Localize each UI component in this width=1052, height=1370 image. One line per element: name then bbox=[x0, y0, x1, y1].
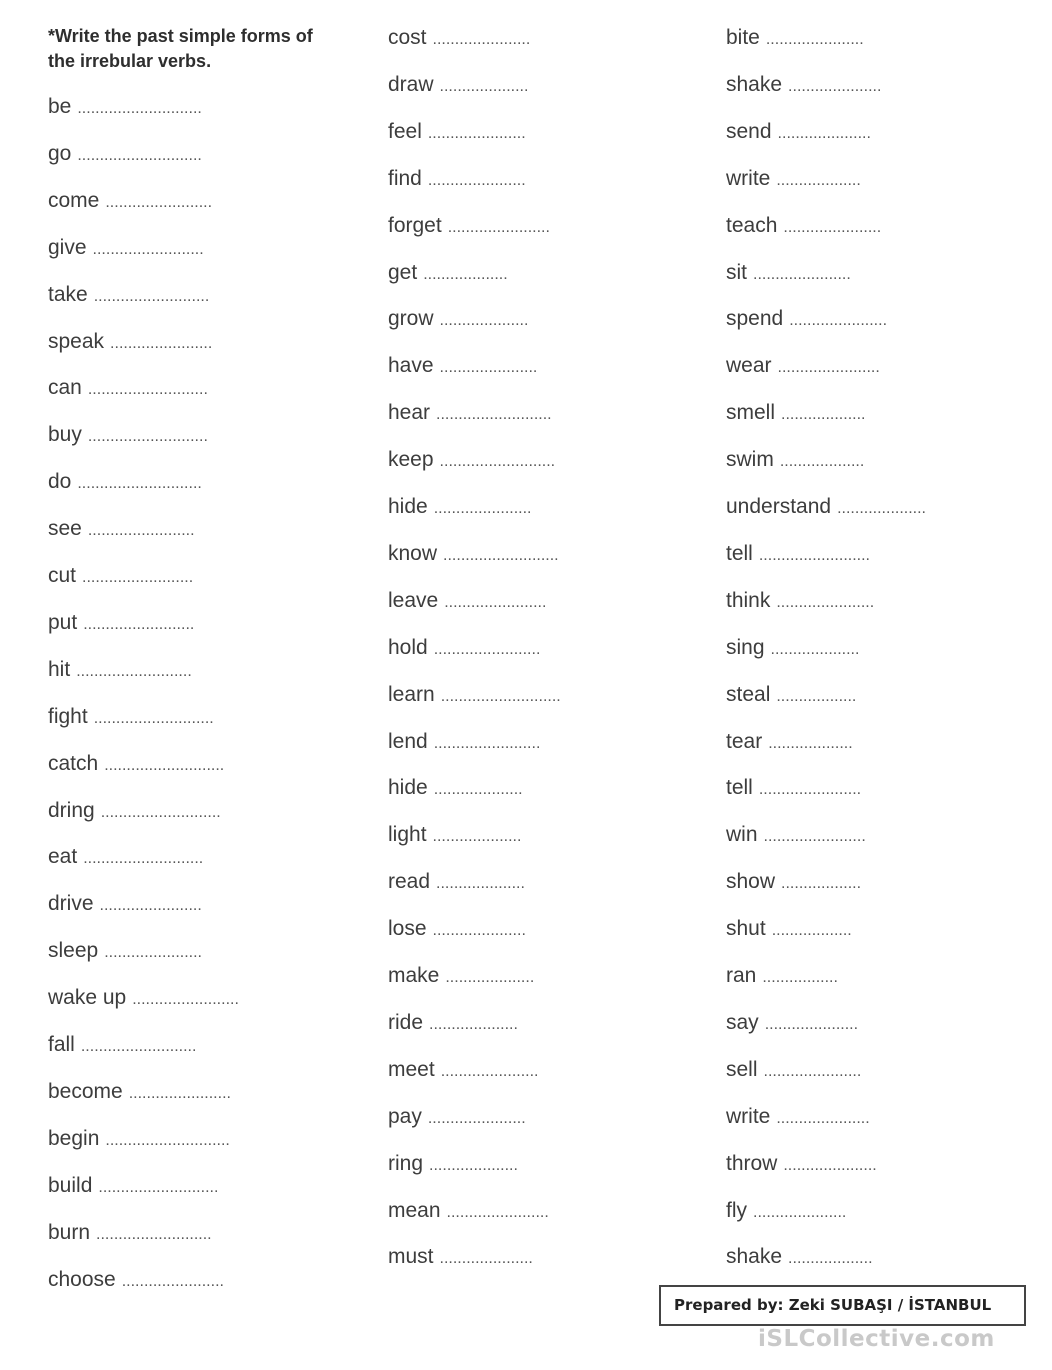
verb-label: mean bbox=[388, 1198, 441, 1222]
verb-item bbox=[388, 213, 550, 241]
verb-label: go bbox=[48, 141, 72, 165]
verb-item bbox=[48, 610, 194, 638]
verb-item bbox=[726, 447, 864, 475]
answer-blank[interactable]: ....................... bbox=[446, 1203, 549, 1221]
answer-blank[interactable]: ............................ bbox=[105, 1131, 230, 1149]
credit-box bbox=[659, 1285, 1026, 1326]
verb-item bbox=[48, 422, 208, 450]
verb-item bbox=[48, 1126, 230, 1154]
verb-label: pay bbox=[388, 1104, 422, 1128]
verb-label: swim bbox=[726, 448, 774, 472]
answer-blank[interactable]: ..................... bbox=[783, 1156, 877, 1174]
verb-label: must bbox=[388, 1245, 434, 1269]
verb-label: leave bbox=[388, 588, 439, 612]
verb-label: cut bbox=[48, 564, 77, 587]
answer-blank[interactable]: .................... bbox=[439, 77, 529, 95]
answer-blank[interactable]: ...................... bbox=[763, 1062, 862, 1080]
answer-blank[interactable]: ...................... bbox=[765, 31, 864, 48]
verb-item bbox=[48, 188, 212, 216]
answer-blank[interactable]: .......................... bbox=[80, 1038, 197, 1055]
verb-item bbox=[726, 588, 874, 616]
answer-blank[interactable]: .......................... bbox=[439, 453, 556, 471]
answer-blank[interactable]: ...................... bbox=[439, 359, 538, 377]
verb-label: light bbox=[388, 823, 427, 847]
verb-item bbox=[388, 447, 555, 475]
verb-label: lose bbox=[388, 917, 427, 941]
verb-label: choose bbox=[48, 1267, 116, 1291]
verb-label: ran bbox=[726, 964, 757, 987]
answer-blank[interactable]: ..................... bbox=[753, 1203, 847, 1221]
credit-text: Prepared by: Zeki SUBAŞI / İSTANBUL bbox=[674, 1296, 992, 1314]
verb-item bbox=[388, 72, 528, 100]
verb-label: wake up bbox=[48, 986, 127, 1010]
verb-label: drive bbox=[48, 892, 94, 916]
answer-blank[interactable]: ...................... bbox=[427, 171, 526, 189]
verb-label: send bbox=[726, 119, 772, 143]
verb-item bbox=[388, 541, 559, 569]
verb-label: hit bbox=[48, 657, 71, 681]
verb-label: know bbox=[388, 541, 438, 565]
verb-item bbox=[726, 1244, 873, 1272]
verb-item bbox=[726, 916, 852, 944]
answer-blank[interactable]: ........................ bbox=[433, 640, 541, 658]
verb-item bbox=[388, 25, 530, 53]
verb-item bbox=[726, 1198, 846, 1226]
verb-label: buy bbox=[48, 423, 82, 447]
verb-item bbox=[388, 1104, 526, 1132]
verb-label: hide bbox=[388, 776, 428, 800]
verb-label: ring bbox=[388, 1151, 424, 1175]
verb-label: see bbox=[48, 517, 82, 541]
verb-label: smell bbox=[726, 401, 776, 425]
verb-label: feel bbox=[388, 119, 422, 143]
answer-blank[interactable]: ............................ bbox=[77, 475, 202, 493]
answer-blank[interactable]: ........................... bbox=[93, 709, 214, 727]
answer-blank[interactable]: ...................... bbox=[783, 218, 882, 236]
verb-item bbox=[388, 260, 508, 288]
verb-label: steal bbox=[726, 682, 771, 706]
answer-blank[interactable]: ........................ bbox=[87, 522, 195, 540]
verb-item bbox=[388, 1057, 538, 1085]
answer-blank[interactable]: .......................... bbox=[436, 406, 552, 424]
verb-label: win bbox=[726, 823, 758, 847]
answer-blank[interactable]: .......................... bbox=[443, 546, 559, 564]
verb-label: meet bbox=[388, 1057, 435, 1081]
answer-blank[interactable]: ...................... bbox=[433, 500, 532, 517]
verb-label: think bbox=[726, 588, 771, 612]
verb-label: learn bbox=[388, 682, 435, 706]
answer-blank[interactable]: ....................... bbox=[758, 781, 862, 799]
answer-blank[interactable]: ..................... bbox=[777, 124, 871, 142]
verb-label: throw bbox=[726, 1151, 778, 1175]
verb-label: have bbox=[388, 354, 434, 378]
verb-item bbox=[388, 166, 526, 194]
verb-item bbox=[48, 1079, 231, 1107]
answer-blank[interactable]: ..................... bbox=[432, 922, 526, 940]
verb-item bbox=[48, 375, 208, 403]
verb-label: eat bbox=[48, 845, 78, 869]
verb-item bbox=[388, 775, 523, 803]
answer-blank[interactable]: .......................... bbox=[96, 1225, 212, 1243]
verb-item bbox=[48, 94, 202, 122]
answer-blank[interactable]: ........................ bbox=[433, 734, 541, 752]
verb-label: hold bbox=[388, 635, 428, 659]
verb-label: take bbox=[48, 282, 88, 306]
answer-blank[interactable]: ................... bbox=[781, 406, 866, 424]
verb-item bbox=[48, 985, 239, 1013]
verb-label: tear bbox=[726, 729, 763, 753]
verb-item bbox=[48, 282, 209, 310]
answer-blank[interactable]: .................... bbox=[433, 781, 523, 799]
verb-item bbox=[388, 588, 546, 616]
verb-item bbox=[726, 25, 864, 53]
verb-label: lend bbox=[388, 729, 428, 753]
verb-item bbox=[48, 751, 224, 779]
verb-item bbox=[388, 729, 540, 757]
verb-label: keep bbox=[388, 448, 434, 472]
verb-item bbox=[726, 119, 871, 147]
answer-blank[interactable]: ................... bbox=[776, 171, 861, 189]
answer-blank[interactable]: .................. bbox=[776, 687, 857, 705]
instructions: *Write the past simple forms of the irrebular verbs. bbox=[48, 26, 313, 71]
answer-blank[interactable]: ........................... bbox=[98, 1178, 219, 1196]
verb-item bbox=[48, 516, 195, 544]
answer-blank[interactable]: .......................... bbox=[93, 287, 210, 305]
verb-item bbox=[388, 963, 534, 991]
verb-label: grow bbox=[388, 307, 434, 331]
answer-blank[interactable]: ................... bbox=[423, 265, 508, 283]
verb-label: come bbox=[48, 188, 100, 212]
answer-blank[interactable]: ...................... bbox=[776, 593, 875, 611]
answer-blank[interactable]: ....................... bbox=[444, 593, 547, 611]
verb-label: speak bbox=[48, 329, 105, 353]
verb-item bbox=[48, 891, 202, 919]
verb-label: draw bbox=[388, 72, 434, 96]
verb-item bbox=[48, 798, 221, 826]
verb-item bbox=[48, 1173, 218, 1201]
verb-item bbox=[726, 260, 851, 288]
answer-blank[interactable]: .......................... bbox=[76, 662, 192, 680]
verb-item bbox=[726, 775, 861, 803]
verb-item bbox=[726, 213, 881, 241]
answer-blank[interactable]: ..................... bbox=[788, 77, 882, 95]
answer-blank[interactable]: ...................... bbox=[753, 265, 851, 283]
verb-item bbox=[388, 119, 526, 147]
verb-label: hear bbox=[388, 401, 431, 425]
verb-label: be bbox=[48, 95, 72, 118]
answer-blank[interactable]: ........................... bbox=[87, 428, 208, 446]
answer-blank[interactable]: .................... bbox=[837, 500, 926, 517]
verb-item bbox=[388, 682, 561, 710]
answer-blank[interactable]: ....................... bbox=[110, 334, 213, 352]
verb-item bbox=[48, 235, 204, 263]
verb-item bbox=[48, 657, 192, 685]
answer-blank[interactable]: ...................... bbox=[427, 1109, 526, 1127]
verb-item bbox=[726, 494, 926, 522]
verb-item bbox=[726, 72, 881, 100]
verb-label: teach bbox=[726, 213, 778, 237]
answer-blank[interactable]: ................... bbox=[788, 1250, 873, 1268]
verb-item bbox=[388, 1151, 518, 1179]
verb-item bbox=[48, 938, 202, 966]
verb-item bbox=[48, 329, 212, 357]
answer-blank[interactable]: .................. bbox=[781, 875, 862, 893]
verb-item bbox=[726, 635, 859, 663]
answer-blank[interactable]: ......................... bbox=[83, 615, 195, 633]
verb-item bbox=[726, 306, 887, 334]
verb-label: find bbox=[388, 166, 422, 190]
verb-item bbox=[48, 1032, 196, 1060]
verb-label: spend bbox=[726, 307, 784, 331]
verb-item bbox=[726, 400, 865, 428]
answer-blank[interactable]: ...................... bbox=[789, 312, 888, 330]
answer-blank[interactable]: ..................... bbox=[776, 1109, 870, 1127]
verb-item bbox=[726, 869, 861, 897]
verb-label: dring bbox=[48, 798, 95, 822]
answer-blank[interactable]: .................... bbox=[770, 640, 860, 658]
verb-label: begin bbox=[48, 1126, 100, 1150]
answer-blank[interactable]: ....................... bbox=[128, 1084, 231, 1102]
verb-label: get bbox=[388, 260, 418, 284]
verb-label: ride bbox=[388, 1010, 424, 1034]
verb-label: fly bbox=[726, 1198, 747, 1222]
verb-label: can bbox=[48, 376, 82, 400]
verb-item bbox=[48, 563, 193, 591]
verb-item bbox=[388, 1198, 549, 1226]
verb-label: hide bbox=[388, 495, 428, 518]
answer-blank[interactable]: ........................... bbox=[104, 756, 225, 774]
answer-blank[interactable]: ............................ bbox=[77, 100, 202, 117]
answer-blank[interactable]: ........................... bbox=[83, 850, 204, 868]
answer-blank[interactable]: ........................ bbox=[105, 193, 213, 211]
verb-label: build bbox=[48, 1173, 93, 1197]
verb-item bbox=[726, 353, 880, 381]
verb-label: show bbox=[726, 870, 776, 894]
answer-blank[interactable]: ......................... bbox=[92, 240, 204, 258]
verb-label: catch bbox=[48, 751, 99, 775]
verb-label: cost bbox=[388, 26, 427, 49]
verb-label: shake bbox=[726, 1245, 783, 1269]
verb-item bbox=[48, 1220, 212, 1248]
answer-blank[interactable]: .................... bbox=[429, 1015, 518, 1033]
verb-label: forget bbox=[388, 213, 442, 237]
answer-blank[interactable]: ....................... bbox=[447, 218, 550, 236]
verb-label: make bbox=[388, 964, 440, 987]
verb-label: wear bbox=[726, 354, 772, 378]
verb-item bbox=[48, 141, 202, 169]
verb-label: shake bbox=[726, 72, 783, 96]
answer-blank[interactable]: ................... bbox=[779, 453, 865, 471]
answer-blank[interactable]: ..................... bbox=[439, 1250, 533, 1268]
verb-item bbox=[388, 353, 537, 381]
verb-item bbox=[726, 1057, 861, 1085]
verb-label: sell bbox=[726, 1057, 758, 1081]
verb-label: burn bbox=[48, 1220, 91, 1244]
verb-label: tell bbox=[726, 541, 753, 565]
verb-item bbox=[388, 1244, 533, 1272]
answer-blank[interactable]: ............................ bbox=[77, 146, 202, 164]
answer-blank[interactable]: ................. bbox=[762, 969, 838, 986]
verb-label: do bbox=[48, 470, 72, 494]
answer-blank[interactable]: .................... bbox=[432, 828, 522, 846]
verb-item bbox=[48, 704, 214, 732]
answer-blank[interactable]: ...................... bbox=[440, 1062, 539, 1080]
verb-item bbox=[726, 166, 861, 194]
verb-item bbox=[48, 469, 202, 497]
verb-item bbox=[726, 729, 853, 757]
verb-item bbox=[48, 844, 203, 872]
answer-blank[interactable]: ....................... bbox=[99, 897, 202, 915]
verb-item bbox=[388, 869, 525, 897]
answer-blank[interactable]: .................... bbox=[436, 875, 525, 893]
answer-blank[interactable]: ........................ bbox=[132, 991, 239, 1009]
verb-item bbox=[388, 916, 526, 944]
verb-item bbox=[48, 1267, 224, 1295]
answer-blank[interactable]: ...................... bbox=[432, 31, 531, 48]
verb-label: fight bbox=[48, 704, 88, 728]
verb-item bbox=[726, 1010, 858, 1038]
verb-label: say bbox=[726, 1010, 759, 1034]
verb-item bbox=[388, 635, 540, 663]
verb-label: become bbox=[48, 1079, 123, 1103]
verb-label: write bbox=[726, 166, 771, 190]
answer-blank[interactable]: ......................... bbox=[82, 569, 194, 586]
verb-item bbox=[726, 1104, 870, 1132]
verb-item bbox=[388, 1010, 518, 1038]
answer-blank[interactable]: ......................... bbox=[758, 546, 870, 564]
verb-label: understand bbox=[726, 495, 832, 518]
answer-blank[interactable]: ...................... bbox=[427, 124, 526, 142]
answer-blank[interactable]: ....................... bbox=[777, 359, 880, 377]
verb-item bbox=[726, 541, 870, 569]
verb-item bbox=[726, 822, 866, 850]
answer-blank[interactable]: ....................... bbox=[763, 828, 866, 846]
verb-item bbox=[388, 822, 521, 850]
answer-blank[interactable]: ................... bbox=[768, 734, 853, 752]
verb-label: sing bbox=[726, 635, 765, 659]
answer-blank[interactable]: ........................... bbox=[100, 803, 221, 821]
verb-item bbox=[726, 963, 838, 991]
answer-blank[interactable]: .................. bbox=[771, 922, 852, 940]
verb-item bbox=[388, 306, 528, 334]
verb-item bbox=[388, 494, 532, 522]
answer-blank[interactable]: .................... bbox=[429, 1156, 518, 1174]
verb-label: fall bbox=[48, 1033, 75, 1056]
verb-item bbox=[388, 400, 552, 428]
verb-label: sleep bbox=[48, 939, 99, 963]
verb-item bbox=[726, 1151, 877, 1179]
verb-label: sit bbox=[726, 260, 747, 284]
verb-item bbox=[726, 682, 856, 710]
verb-label: write bbox=[726, 1104, 771, 1128]
answer-blank[interactable]: .................... bbox=[445, 969, 535, 986]
answer-blank[interactable]: ........................... bbox=[87, 381, 208, 399]
verb-label: read bbox=[388, 870, 431, 894]
verb-label: put bbox=[48, 610, 78, 634]
answer-blank[interactable]: ....................... bbox=[121, 1272, 224, 1290]
answer-blank[interactable]: ...................... bbox=[104, 944, 202, 962]
answer-blank[interactable]: ........................... bbox=[440, 687, 561, 705]
answer-blank[interactable]: ..................... bbox=[764, 1015, 859, 1033]
answer-blank[interactable]: .................... bbox=[439, 312, 529, 330]
verb-label: bite bbox=[726, 26, 760, 49]
watermark: iSLCollective.com bbox=[758, 1326, 995, 1352]
verb-label: give bbox=[48, 235, 87, 259]
verb-label: tell bbox=[726, 776, 753, 800]
verb-label: shut bbox=[726, 917, 766, 941]
